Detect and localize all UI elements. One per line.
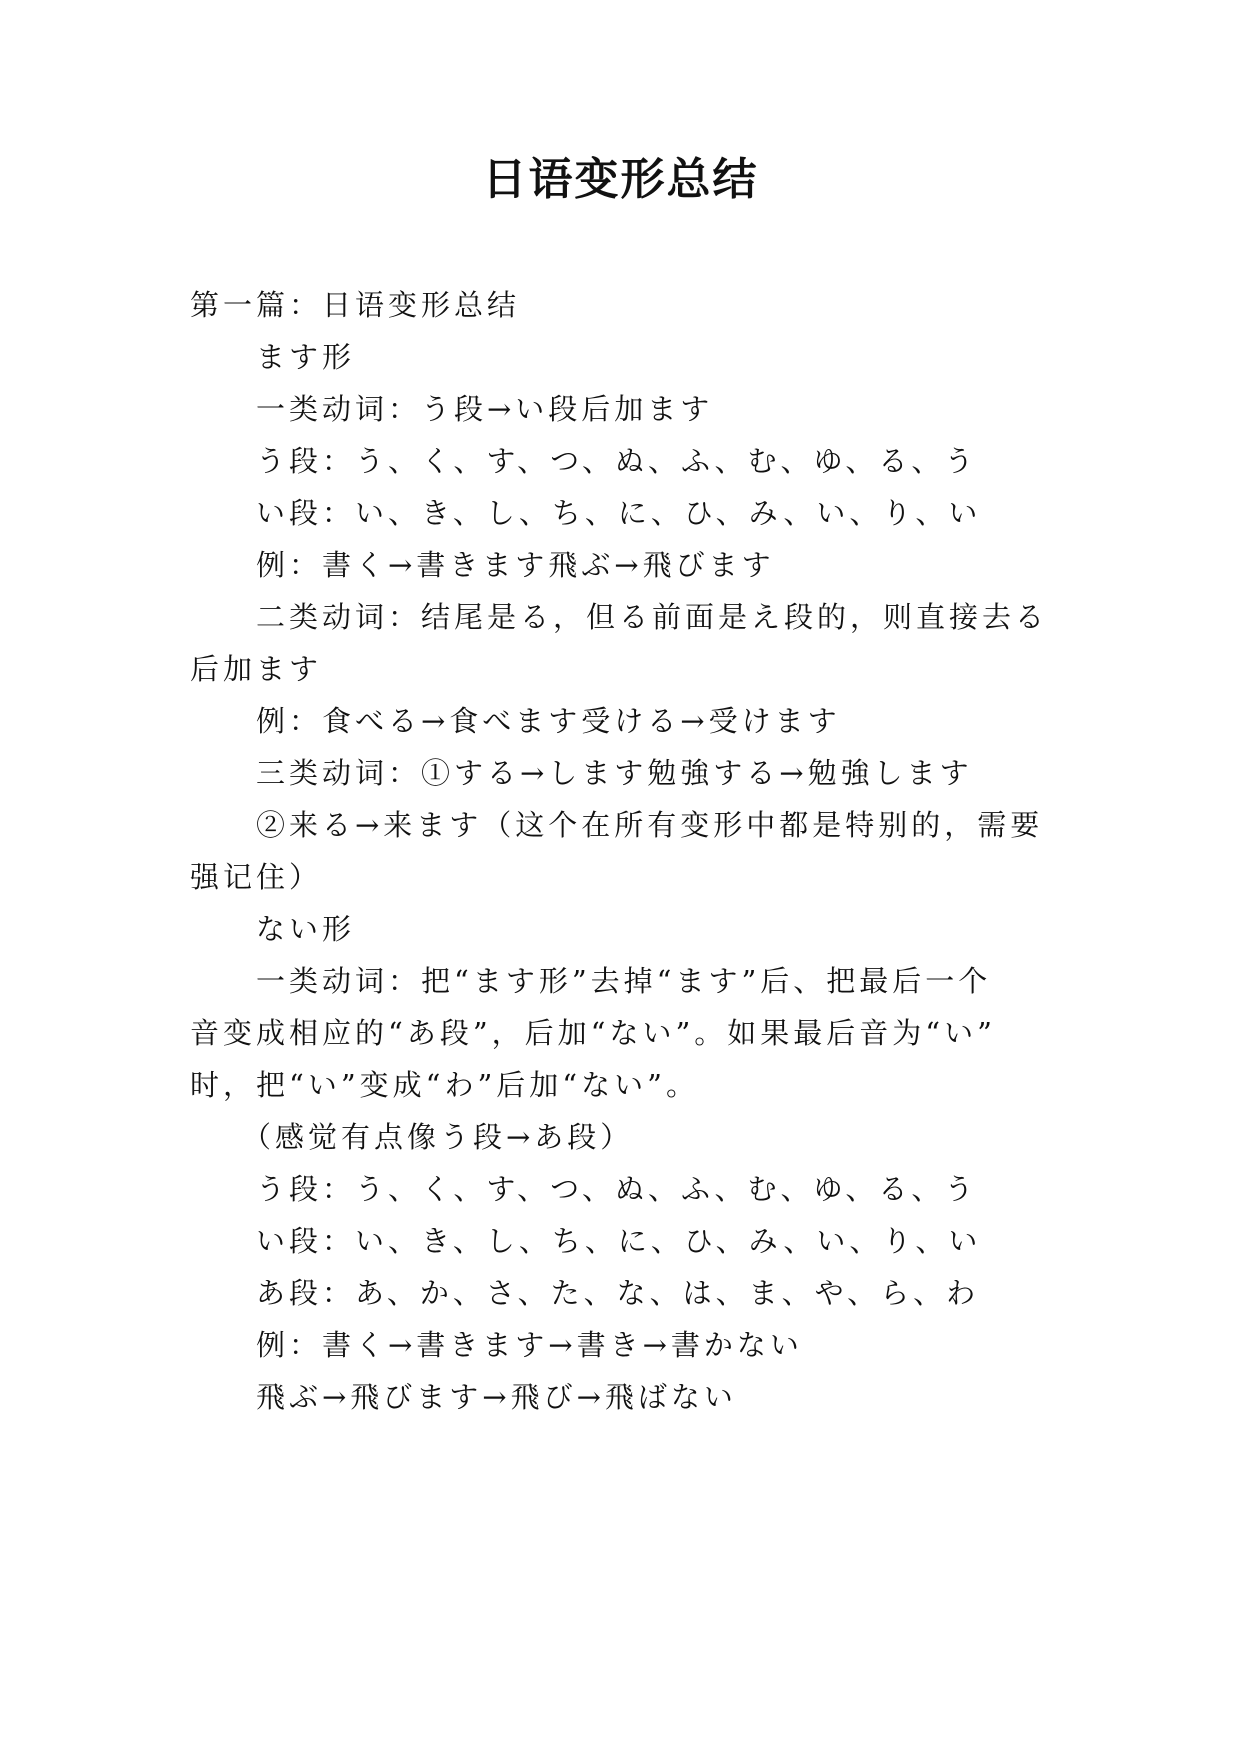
example-line: 例：書く→書きます飛ぶ→飛びます <box>256 548 775 582</box>
text-line: 三类动词：①する→します勉強する→勉強します <box>256 756 973 790</box>
text-line: う段：う、く、す、つ、ぬ、ふ、む、ゆ、る、う <box>256 444 978 478</box>
text-line: い段：い、き、し、ち、に、ひ、み、い、り、い <box>256 1224 982 1258</box>
text-line: 音变成相应的“あ段”，后加“ない”。如果最后音为“い” <box>190 1016 996 1050</box>
document-title: 日语变形总结 <box>482 154 759 205</box>
section-heading: 第一篇：日语变形总结 <box>190 288 521 322</box>
subheading-masu-form: ます形 <box>256 340 356 374</box>
text-line: 二类动词：结尾是る，但る前面是え段的，则直接去る <box>256 600 1049 634</box>
text-line: 一类动词：把“ます形”去掉“ます”后、把最后一个 <box>256 964 992 998</box>
text-line: あ段：あ、か、さ、た、な、は、ま、や、ら、わ <box>256 1276 980 1310</box>
example-line: 例：書く→書きます→書き→書かない <box>256 1328 803 1362</box>
note-line: （感觉有点像う段→あ段） <box>242 1120 634 1154</box>
text-line: 一类动词：う段→い段后加ます <box>256 392 714 426</box>
subheading-nai-form: ない形 <box>256 912 356 946</box>
text-line: 时，把“い”变成“わ”后加“ない”。 <box>190 1068 699 1102</box>
text-line: 后加ます <box>190 652 323 686</box>
text-line: い段：い、き、し、ち、に、ひ、み、い、り、い <box>256 496 982 530</box>
text-line: ②来る→来ます（这个在所有变形中都是特别的，需要 <box>256 808 1044 842</box>
example-line: 例：食べる→食べます受ける→受けます <box>256 704 841 738</box>
example-line: 飛ぶ→飛びます→飛び→飛ばない <box>256 1380 737 1414</box>
text-line: 强记住） <box>190 860 323 894</box>
text-line: う段：う、く、す、つ、ぬ、ふ、む、ゆ、る、う <box>256 1172 978 1206</box>
